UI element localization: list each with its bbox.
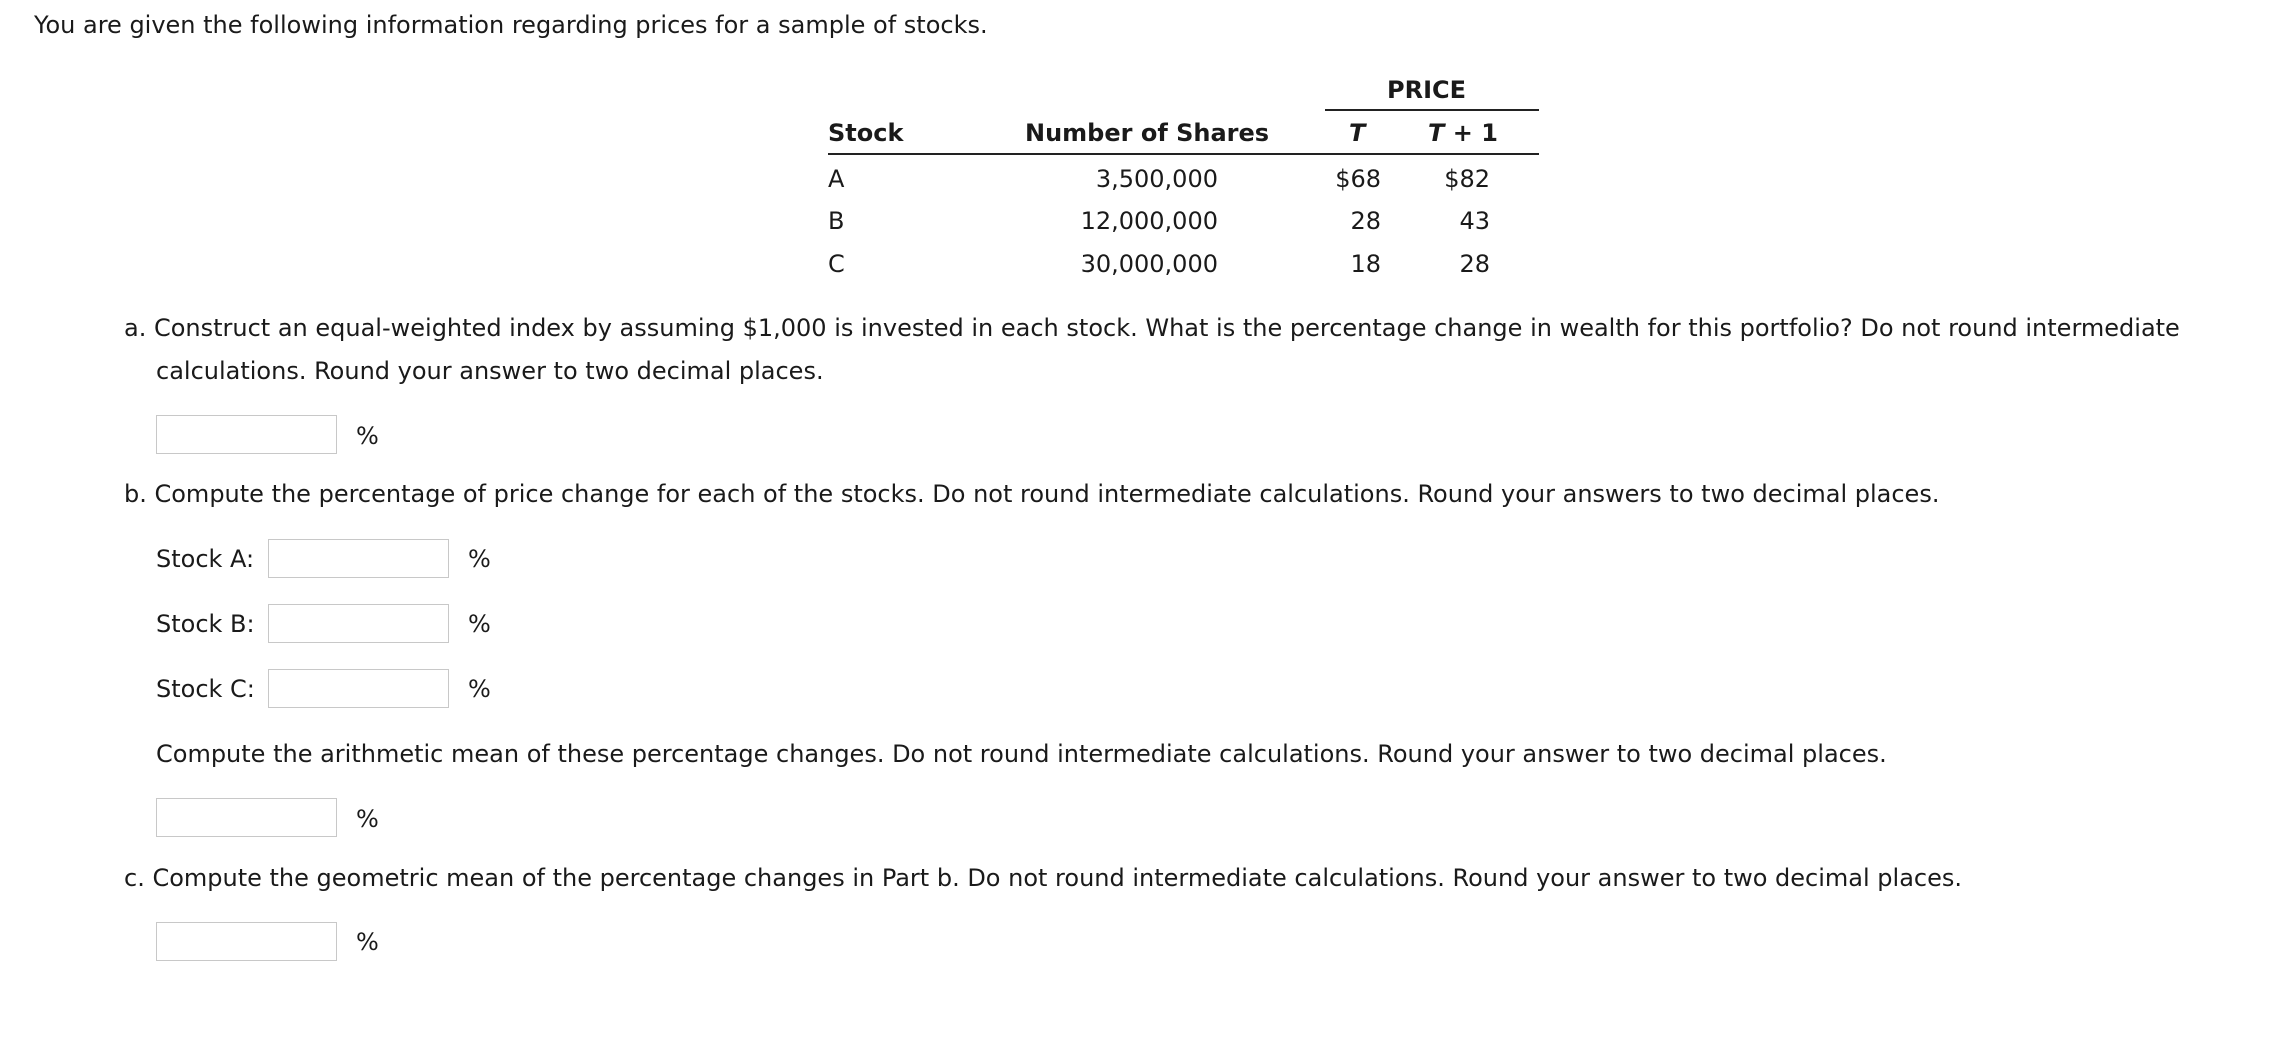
part-a-answer-input[interactable]	[156, 415, 337, 454]
table-row-c-stock: C	[828, 250, 845, 278]
stock-c-label: Stock C:	[156, 675, 255, 703]
part-c-answer-input[interactable]	[156, 922, 337, 961]
table-row-a-t1: $82	[1444, 165, 1490, 193]
part-b-question: b. Compute the percentage of price change for each of the stocks. Do not round intermediate calculations. Round your answers to two decimal places.	[124, 480, 1940, 508]
arithmetic-mean-percent-unit: %	[356, 805, 379, 833]
part-c-percent-unit: %	[356, 928, 379, 956]
table-row-b-shares: 12,000,000	[1080, 207, 1218, 235]
table-row-c-shares: 30,000,000	[1080, 250, 1218, 278]
intro-text: You are given the following information regarding prices for a sample of stocks.	[34, 11, 988, 39]
stock-c-answer-input[interactable]	[268, 669, 449, 708]
table-row-a-stock: A	[828, 165, 845, 193]
table-row-c-t: 18	[1350, 250, 1381, 278]
stock-b-percent-unit: %	[468, 610, 491, 638]
table-row-b-t1: 43	[1459, 207, 1490, 235]
part-a-question-line2: calculations. Round your answer to two decimal places.	[156, 357, 824, 385]
stock-b-answer-input[interactable]	[268, 604, 449, 643]
header-stock: Stock	[828, 119, 904, 147]
header-t: T	[1349, 119, 1366, 147]
stock-a-label: Stock A:	[156, 545, 255, 573]
stock-a-percent-unit: %	[468, 545, 491, 573]
header-rule	[828, 153, 1539, 155]
table-row-b-stock: B	[828, 207, 845, 235]
header-t1: T + 1	[1428, 119, 1498, 147]
arithmetic-mean-question: Compute the arithmetic mean of these percentage changes. Do not round intermediate calculations. Round your answer to two decimal places.	[156, 740, 1887, 768]
table-row-a-shares: 3,500,000	[1095, 165, 1218, 193]
header-shares: Number of Shares	[1025, 119, 1270, 147]
stock-b-label: Stock B:	[156, 610, 255, 638]
stock-c-percent-unit: %	[468, 675, 491, 703]
stock-a-answer-input[interactable]	[268, 539, 449, 578]
part-a-percent-unit: %	[356, 422, 379, 450]
table-row-a-t: $68	[1335, 165, 1381, 193]
table-row-b-t: 28	[1350, 207, 1381, 235]
table-row-c-t1: 28	[1459, 250, 1490, 278]
price-header-rule	[1325, 109, 1539, 111]
part-a-question-line1: a. Construct an equal-weighted index by assuming $1,000 is invested in each stock. What is the percentage change in wealth for this portfolio? Do not round intermediate	[124, 314, 2180, 342]
price-header: PRICE	[1387, 76, 1467, 104]
arithmetic-mean-answer-input[interactable]	[156, 798, 337, 837]
part-c-question: c. Compute the geometric mean of the percentage changes in Part b. Do not round intermediate calculations. Round your answer to two decimal places.	[124, 864, 1963, 892]
